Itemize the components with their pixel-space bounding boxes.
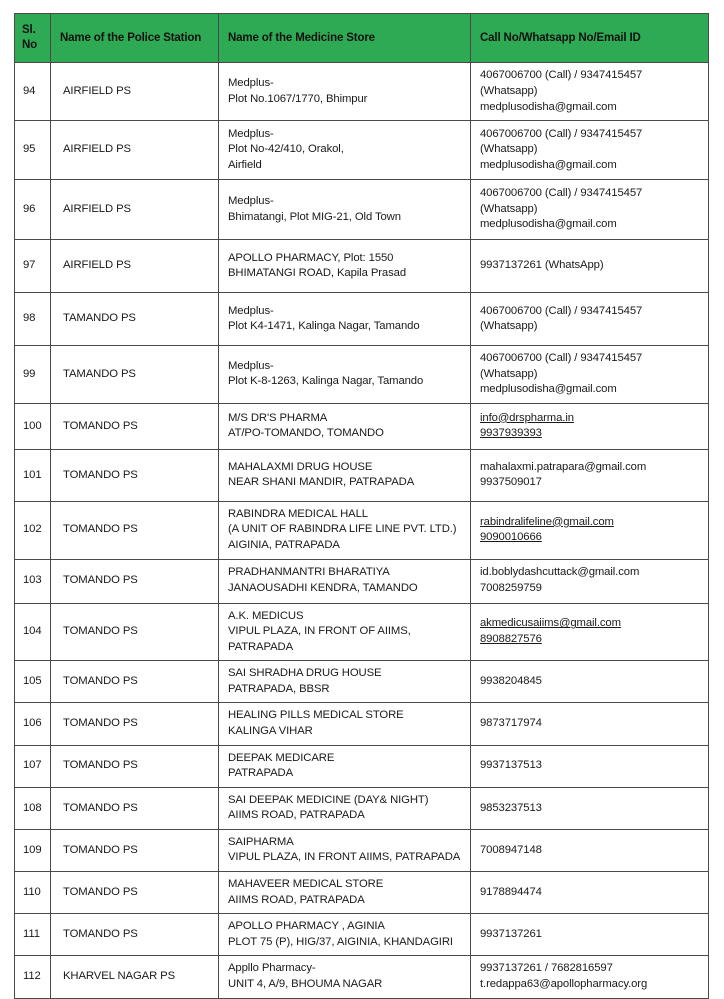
medicine-store-lines (228, 961, 463, 992)
cell-medicine-store (219, 501, 471, 559)
column-header-contact: Call No/Whatsapp No/Email ID (471, 14, 709, 63)
medicine-store-line: PATRAPADA, BBSR (228, 682, 330, 695)
cell-contact (471, 403, 709, 449)
cell-contact (471, 449, 709, 501)
cell-police-station: TAMANDO PS (51, 346, 219, 404)
medicine-store-line: SAI SHRADHA DRUG HOUSE (228, 667, 382, 680)
contact-lines (480, 127, 701, 174)
cell-police-station: AIRFIELD PS (51, 180, 219, 240)
table-header (15, 14, 709, 63)
medicine-store-line: A.K. MEDICUS (228, 609, 304, 622)
cell-sl-no: 95 (15, 121, 51, 180)
medicine-store-line: Appllo Pharmacy- (228, 962, 316, 975)
contact-lines (480, 716, 701, 732)
cell-police-station: TOMANDO PS (51, 872, 219, 914)
cell-medicine-store (219, 346, 471, 404)
contact-line: mahalaxmi.patrapara@gmail.com (480, 460, 647, 473)
cell-sl-no: 105 (15, 661, 51, 703)
table-row (15, 559, 709, 603)
medicine-store-line: AIIMS ROAD, PATRAPADA (228, 809, 365, 822)
contact-lines (480, 68, 701, 115)
cell-police-station: TOMANDO PS (51, 403, 219, 449)
medicine-store-lines (228, 127, 463, 174)
cell-medicine-store (219, 293, 471, 346)
cell-medicine-store (219, 403, 471, 449)
medicine-store-line: Medplus- (228, 77, 274, 90)
medicine-store-line: APOLLO PHARMACY , AGINIA (228, 920, 385, 933)
contact-lines (480, 565, 701, 596)
contact-lines (480, 186, 701, 233)
contact-line: medplusodisha@gmail.com (480, 158, 617, 171)
medicine-store-line: SAIPHARMA (228, 835, 294, 848)
contact-link[interactable]: akmedicusaiims@gmail.com (480, 617, 621, 630)
medicine-store-line: Medplus- (228, 359, 274, 372)
cell-medicine-store (219, 872, 471, 914)
table-row (15, 63, 709, 121)
cell-sl-no: 104 (15, 603, 51, 661)
medicine-store-lines (228, 460, 463, 491)
table-row (15, 956, 709, 998)
contact-lines (480, 674, 701, 690)
medicine-store-line: JANAOUSADHI KENDRA, TAMANDO (228, 582, 418, 595)
directory-table-container (14, 13, 708, 999)
medicine-store-lines (228, 304, 463, 335)
cell-contact (471, 501, 709, 559)
contact-line: medplusodisha@gmail.com (480, 218, 617, 231)
cell-sl-no: 109 (15, 829, 51, 871)
table-row (15, 501, 709, 559)
cell-police-station: TOMANDO PS (51, 449, 219, 501)
contact-link[interactable]: 9090010666 (480, 531, 542, 544)
medicine-store-lines (228, 835, 463, 866)
contact-line: 9178894474 (480, 885, 542, 898)
contact-line: 9873717974 (480, 717, 542, 730)
cell-contact (471, 661, 709, 703)
contact-link[interactable]: rabindralifeline@gmail.com (480, 515, 614, 528)
cell-contact (471, 293, 709, 346)
table-row (15, 346, 709, 404)
medicine-store-line: NEAR SHANI MANDIR, PATRAPADA (228, 476, 415, 489)
medicine-store-lines (228, 507, 463, 554)
column-header-sl-no-line2: No (22, 39, 38, 52)
table-row (15, 240, 709, 293)
medicine-store-line: KALINGA VIHAR (228, 725, 313, 738)
medicine-store-line: MAHALAXMI DRUG HOUSE (228, 460, 373, 473)
medicine-store-line: AIGINIA, PATRAPADA (228, 538, 340, 551)
table-row (15, 121, 709, 180)
cell-sl-no: 106 (15, 703, 51, 745)
table-row (15, 787, 709, 829)
cell-contact (471, 603, 709, 661)
medicine-store-line: Bhimatangi, Plot MIG-21, Old Town (228, 210, 401, 223)
cell-contact (471, 240, 709, 293)
cell-police-station: TOMANDO PS (51, 661, 219, 703)
cell-police-station: AIRFIELD PS (51, 121, 219, 180)
contact-line: 9937137261 / 7682816597 (480, 962, 613, 975)
cell-sl-no: 112 (15, 956, 51, 998)
medicine-store-line: PATRAPADA (228, 767, 294, 780)
cell-medicine-store (219, 745, 471, 787)
cell-contact (471, 180, 709, 240)
cell-police-station: TOMANDO PS (51, 829, 219, 871)
medicine-store-line: RABINDRA MEDICAL HALL (228, 507, 368, 520)
medicine-store-lines (228, 751, 463, 782)
cell-medicine-store (219, 829, 471, 871)
medicine-store-lines (228, 565, 463, 596)
contact-lines (480, 843, 701, 859)
contact-line: medplusodisha@gmail.com (480, 383, 617, 396)
cell-contact (471, 872, 709, 914)
medicine-store-lines (228, 793, 463, 824)
contact-line: 9938204845 (480, 675, 542, 688)
medicine-store-line: UNIT 4, A/9, BHOUMA NAGAR (228, 977, 383, 990)
column-header-police-station: Name of the Police Station (51, 14, 219, 63)
cell-police-station: TOMANDO PS (51, 745, 219, 787)
medicine-store-line: AIIMS ROAD, PATRAPADA (228, 893, 365, 906)
cell-medicine-store (219, 240, 471, 293)
table-header-row (15, 14, 709, 63)
cell-sl-no: 107 (15, 745, 51, 787)
medicine-store-lines (228, 359, 463, 390)
contact-lines (480, 460, 701, 491)
cell-sl-no: 100 (15, 403, 51, 449)
cell-medicine-store (219, 703, 471, 745)
contact-line: 9937137261 (WhatsApp) (480, 259, 604, 272)
cell-sl-no: 102 (15, 501, 51, 559)
contact-line: 4067006700 (Call) / 9347415457 (480, 352, 643, 365)
medicine-store-line: M/S DR'S PHARMA (228, 411, 328, 424)
cell-contact (471, 559, 709, 603)
contact-link[interactable]: info@drspharma.in (480, 411, 574, 424)
cell-police-station: KHARVEL NAGAR PS (51, 956, 219, 998)
contact-line: (Whatsapp) (480, 320, 538, 333)
cell-medicine-store (219, 914, 471, 956)
cell-police-station: TOMANDO PS (51, 501, 219, 559)
contact-lines (480, 961, 701, 992)
contact-line: 9937137513 (480, 759, 542, 772)
cell-sl-no: 97 (15, 240, 51, 293)
contact-line: 4067006700 (Call) / 9347415457 (480, 304, 643, 317)
contact-line: 9853237513 (480, 801, 542, 814)
medicine-store-directory-table (14, 13, 709, 999)
table-row (15, 603, 709, 661)
column-header-sl-no (15, 14, 51, 63)
cell-sl-no: 108 (15, 787, 51, 829)
medicine-store-line: Medplus- (228, 304, 274, 317)
cell-contact (471, 787, 709, 829)
cell-police-station: AIRFIELD PS (51, 63, 219, 121)
contact-line: (Whatsapp) (480, 202, 538, 215)
medicine-store-line: APOLLO PHARMACY, Plot: 1550 (228, 251, 394, 264)
medicine-store-line: (A UNIT OF RABINDRA LIFE LINE PVT. LTD.) (228, 523, 457, 536)
cell-contact (471, 63, 709, 121)
cell-medicine-store (219, 180, 471, 240)
table-row (15, 449, 709, 501)
cell-medicine-store (219, 787, 471, 829)
medicine-store-line: HEALING PILLS MEDICAL STORE (228, 709, 404, 722)
contact-lines (480, 927, 701, 943)
table-row (15, 661, 709, 703)
medicine-store-lines (228, 919, 463, 950)
contact-line: 7008947148 (480, 843, 542, 856)
contact-lines (480, 351, 701, 398)
medicine-store-line: BHIMATANGI ROAD, Kapila Prasad (228, 267, 407, 280)
contact-link[interactable]: 8908827576 (480, 632, 542, 645)
cell-sl-no: 94 (15, 63, 51, 121)
contact-line: 7008259759 (480, 582, 542, 595)
medicine-store-lines (228, 251, 463, 282)
table-row (15, 914, 709, 956)
cell-sl-no: 110 (15, 872, 51, 914)
column-header-sl-no-line1: Sl. (22, 24, 36, 36)
cell-sl-no: 99 (15, 346, 51, 404)
cell-contact (471, 346, 709, 404)
column-header-medicine-store: Name of the Medicine Store (219, 14, 471, 63)
table-row (15, 180, 709, 240)
contact-line: (Whatsapp) (480, 143, 538, 156)
contact-lines (480, 885, 701, 901)
contact-lines (480, 758, 701, 774)
medicine-store-line: DEEPAK MEDICARE (228, 751, 335, 764)
cell-police-station: TOMANDO PS (51, 703, 219, 745)
medicine-store-line: Plot K4-1471, Kalinga Nagar, Tamando (228, 320, 420, 333)
medicine-store-line: AT/PO-TOMANDO, TOMANDO (228, 427, 384, 440)
contact-lines (480, 258, 701, 274)
medicine-store-line: Medplus- (228, 127, 274, 140)
contact-lines (480, 801, 701, 817)
cell-police-station: TOMANDO PS (51, 914, 219, 956)
cell-police-station: TAMANDO PS (51, 293, 219, 346)
medicine-store-line: Medplus- (228, 195, 274, 207)
medicine-store-line: VIPUL PLAZA, IN FRONT AIIMS, PATRAPADA (228, 851, 461, 864)
table-row (15, 703, 709, 745)
medicine-store-lines (228, 411, 463, 442)
medicine-store-line: VIPUL PLAZA, IN FRONT OF AIIMS, (228, 625, 411, 638)
medicine-store-lines (228, 666, 463, 697)
medicine-store-line: MAHAVEER MEDICAL STORE (228, 878, 384, 891)
cell-medicine-store (219, 956, 471, 998)
cell-medicine-store (219, 661, 471, 703)
cell-police-station: TOMANDO PS (51, 787, 219, 829)
contact-line: (Whatsapp) (480, 367, 538, 380)
cell-police-station: AIRFIELD PS (51, 240, 219, 293)
cell-medicine-store (219, 603, 471, 661)
contact-line: 4067006700 (Call) / 9347415457 (480, 187, 643, 200)
table-body (15, 63, 709, 998)
medicine-store-line: Plot No.1067/1770, Bhimpur (228, 92, 368, 105)
cell-police-station: TOMANDO PS (51, 559, 219, 603)
contact-line: 9937509017 (480, 476, 542, 489)
medicine-store-line: Plot K-8-1263, Kalinga Nagar, Tamando (228, 375, 424, 388)
cell-sl-no: 101 (15, 449, 51, 501)
cell-contact (471, 956, 709, 998)
cell-contact (471, 121, 709, 180)
cell-sl-no: 103 (15, 559, 51, 603)
contact-link[interactable]: 9937939393 (480, 427, 542, 440)
contact-line: 9937137261 (480, 928, 542, 940)
contact-line: medplusodisha@gmail.com (480, 100, 617, 113)
contact-line: t.redappa63@apollopharmacy.org (480, 977, 648, 990)
cell-medicine-store (219, 559, 471, 603)
cell-police-station: TOMANDO PS (51, 603, 219, 661)
medicine-store-lines (228, 877, 463, 908)
medicine-store-lines (228, 609, 463, 656)
medicine-store-line: PLOT 75 (P), HIG/37, AIGINIA, KHANDAGIRI (228, 935, 453, 948)
medicine-store-line: PATRAPADA (228, 640, 294, 653)
table-row (15, 872, 709, 914)
medicine-store-lines (228, 708, 463, 739)
cell-medicine-store (219, 63, 471, 121)
cell-contact (471, 745, 709, 787)
cell-sl-no: 98 (15, 293, 51, 346)
cell-medicine-store (219, 449, 471, 501)
contact-lines (480, 411, 701, 442)
cell-sl-no: 111 (15, 914, 51, 956)
cell-sl-no: 96 (15, 180, 51, 240)
table-row (15, 745, 709, 787)
contact-line: id.boblydashcuttack@gmail.com (480, 566, 640, 579)
cell-contact (471, 829, 709, 871)
cell-medicine-store (219, 121, 471, 180)
table-row (15, 829, 709, 871)
medicine-store-line: Plot No-42/410, Orakol, (228, 143, 344, 156)
contact-lines (480, 616, 701, 647)
cell-contact (471, 914, 709, 956)
medicine-store-line: PRADHANMANTRI BHARATIYA (228, 566, 390, 579)
table-row (15, 293, 709, 346)
contact-lines (480, 515, 701, 546)
contact-lines (480, 304, 701, 335)
table-row (15, 403, 709, 449)
medicine-store-lines (228, 76, 463, 107)
contact-line: 4067006700 (Call) / 9347415457 (480, 69, 643, 82)
medicine-store-lines (228, 194, 463, 225)
cell-contact (471, 703, 709, 745)
medicine-store-line: Airfield (228, 158, 262, 171)
contact-line: (Whatsapp) (480, 84, 538, 97)
medicine-store-line: SAI DEEPAK MEDICINE (DAY& NIGHT) (228, 793, 429, 806)
contact-line: 4067006700 (Call) / 9347415457 (480, 127, 643, 140)
